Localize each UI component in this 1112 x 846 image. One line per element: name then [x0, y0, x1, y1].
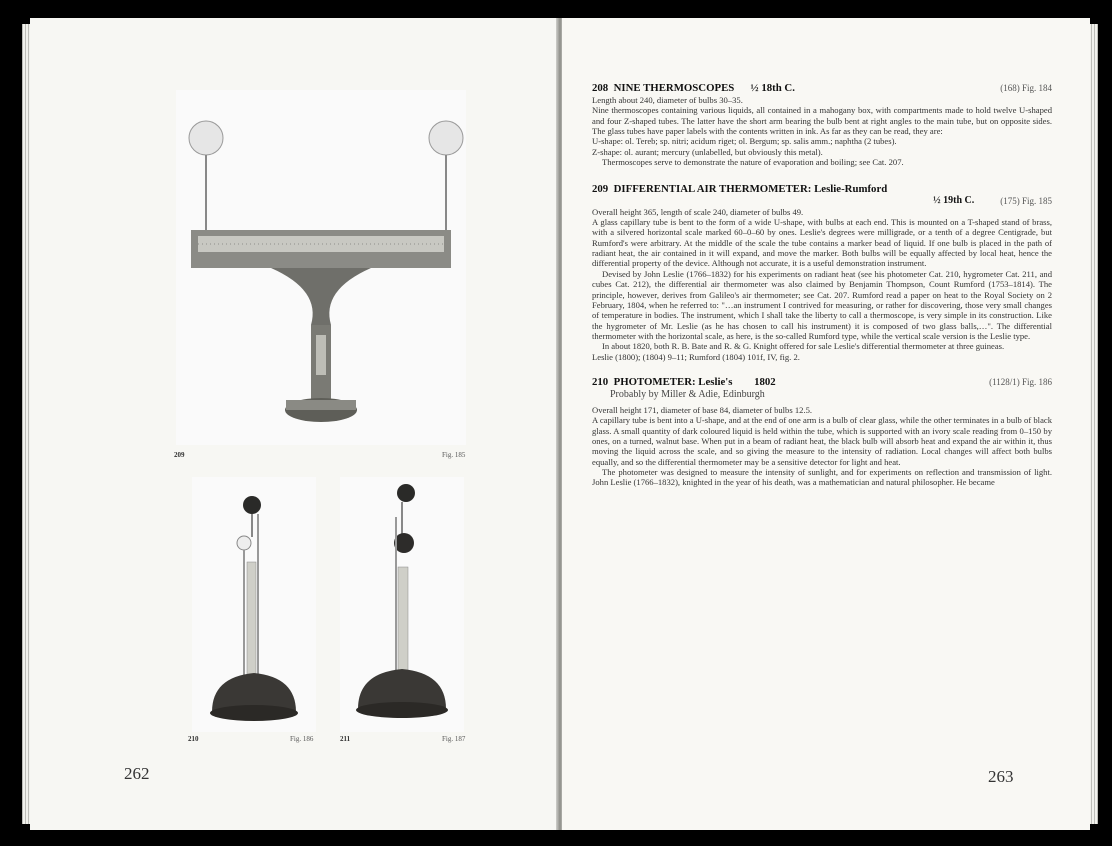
- figure-210-photo: [192, 477, 316, 732]
- entry-209-para: In about 1820, both R. B. Bate and R. & G. Knight offered for sale Leslie's differential thermometer at three guineas.: [602, 341, 1005, 352]
- figure-209-number: 209: [174, 451, 185, 459]
- right-page-text: [592, 82, 1052, 488]
- folio-right: 263: [988, 767, 1014, 786]
- entry-208-para: Nine thermoscopes containing various liquids, all contained in a mahogany box, with compartments made to hold twelve U-shaped and four Z-shaped tubes. The latter have the short arm bearing the bulb bent at right angles to the main tube, but on opposite sides. The glass tubes have paper labels with the contents written in ink. As far as they can be read, they are:: [592, 105, 1052, 137]
- entry-209-para: Leslie (1800); (1804) 9–11; Rumford (1804) 101f, IV, fig. 2.: [592, 351, 800, 362]
- entry-208-para: Length about 240, diameter of bulbs 30–35.: [592, 95, 743, 105]
- entry-210-heading: 210 PHOTOMETER: Leslie's 1802 (1128/1) Fig. 186: [592, 375, 1052, 388]
- entry-209-para: Devised by John Leslie (1766–1832) for his experiments on radiant heat (see his photometer Cat. 210, hygrometer Cat. 211, and cubes Cat. 212), the differential air thermometer was also claimed by Benjamin Thompson, Count Rumford (1753–1814). The principle, however, derives from Galileo's air thermometer; see Cat. 207. Rumford read a paper on heat to the Royal Society on 2 February, 1804, when he referred to: "…an instrument I contrived for measuring, or rather for discovering, those very small changes of temperature in bodies. The instrument, which I shall take the liberty to call a thermoscope, is very simple in its construction. Like the hygrometer of Mr. Leslie (as he has chosen to call his instrument) it is composed of two glass balls,…". The differential thermometer with the horizontal scale, as here, is the so-called Rumford type, while the vertical scale version is the Leslie type.: [592, 268, 1052, 341]
- figure-211-photo: [340, 477, 464, 732]
- entry-210-para: Overall height 171, diameter of base 84, diameter of bulbs 12.5.: [592, 404, 813, 415]
- figure-209-label: Fig. 185: [442, 451, 466, 459]
- figure-210-label: Fig. 186: [290, 735, 314, 743]
- figure-209-photo: [176, 90, 466, 445]
- entry-210-maker: Probably by Miller & Adie, Edinburgh: [610, 388, 765, 400]
- entry-209-heading: 209 DIFFERENTIAL AIR THERMOMETER: Leslie-Rumford: [592, 183, 888, 196]
- folio-left: 262: [124, 764, 150, 783]
- entry-208-heading: 208 NINE THERMOSCOPES ½ 18th C. (168) Fig. 184: [592, 82, 1052, 94]
- figure-211-number: 211: [340, 735, 351, 743]
- figure-210-number: 210: [188, 735, 199, 743]
- entry-208-para: Z-shape: ol. aurant; mercury (unlabelled, but obviously this metal).: [592, 146, 823, 157]
- entry-209-para: A glass capillary tube is bent to the form of a wide U-shape, with bulbs at each end. This is mounted on a T-shaped stand of brass, with a silvered horizontal scale marked 60–0–60 by ones. Leslie's degrees were milligrade, or a tenth of a degree Centigrade, but Rumford's were arbitrary. At the middle of the scale the tube contains a marker bead of liquid. If one bulb is placed in the path of radiant heat, the air contained in it will expand, and move the marker. Both bulbs will be equally affected by local heat, hence the differential property of the device. Although not accurate, it is a useful demonstration instrument.: [592, 217, 1052, 269]
- entry-208-para: Thermoscopes serve to demonstrate the nature of evaporation and boiling; see Cat. 207.: [602, 157, 904, 168]
- entry-209-date-line: ½ 19th C. (175) Fig. 185: [933, 195, 1052, 207]
- figure-211-label: Fig. 187: [442, 735, 466, 743]
- entry-210-para: A capillary tube is bent into a U-shape, and at the end of one arm is a bulb of clear glass, while the other terminates in a bulb of black glass. A small quantity of dark coloured liquid is held within the tube, which is supported with an ivory scale reading from 0–150 by ones, on a turned, walnut base. When put in a beam of radiant heat, the black bulb will absorb heat and expand the air within it, thus moving the liquid across the scale, and so giving the measure to the intensity of radiation. Local changes will affect both bulbs equally, and so the differential thermometer may be a sensitive detector for light and heat.: [592, 415, 1052, 467]
- entry-209-para: Overall height 365, length of scale 240, diameter of bulbs 49.: [592, 206, 804, 217]
- entry-210-para: The photometer was designed to measure the intensity of sunlight, and for experiments on reflection and transmission of light. John Leslie (1766–1832), knighted in the year of his death, was a mathematician and natural philosopher. He became: [592, 466, 1052, 488]
- entry-208-para: U-shape: ol. Tereb; sp. nitri; acidum riget; ol. Bergum; sp. salis amm.; naphtha (2 tubes).: [592, 136, 897, 147]
